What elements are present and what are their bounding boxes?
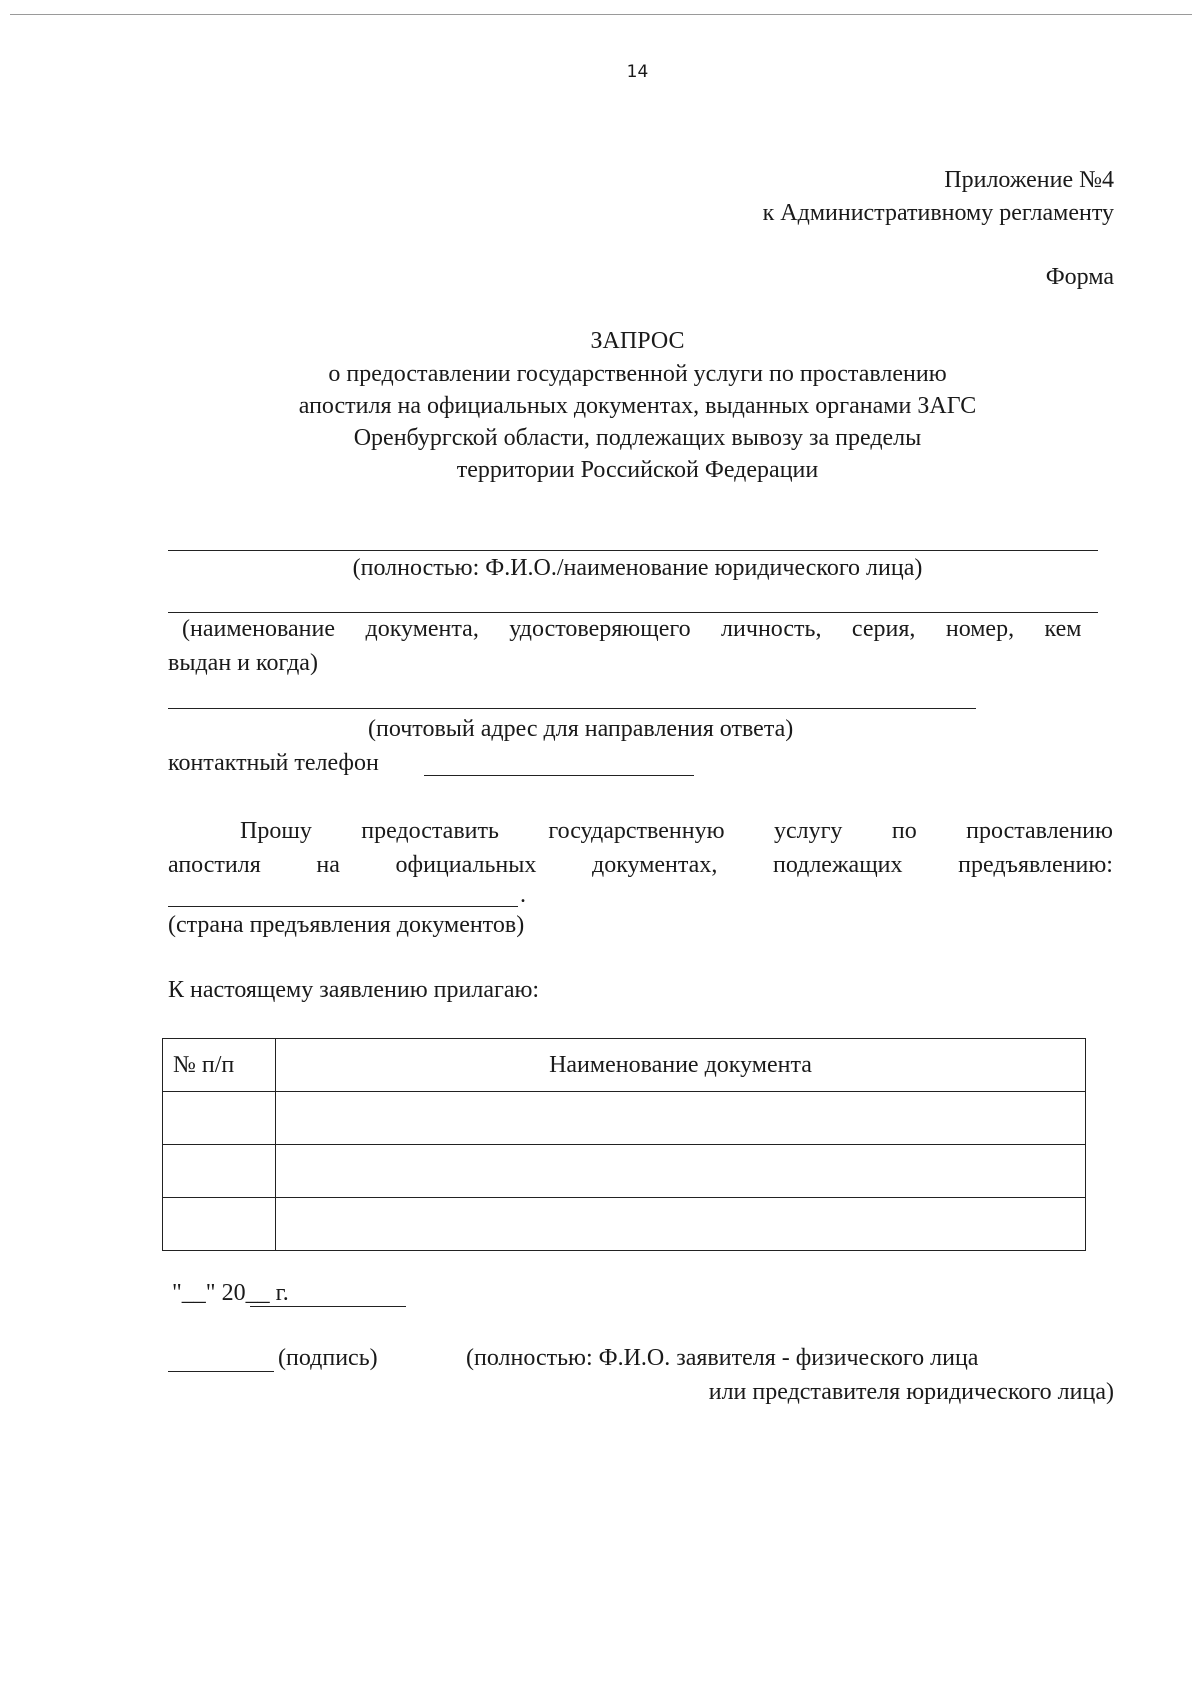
- document-subtitle-line-3: Оренбургской области, подлежащих вывозу за пределы: [353, 425, 922, 451]
- applicant-name-field[interactable]: [168, 550, 1098, 551]
- signer-name-caption-line-2: или представителя юридического лица): [708, 1379, 1114, 1405]
- scan-top-edge: [10, 14, 1192, 15]
- table-cell-document-name[interactable]: [276, 1092, 1086, 1145]
- request-text-line-2: [168, 850, 1113, 880]
- document-subtitle-line-1: о предоставлении государственной услуги по проставлению: [328, 361, 947, 387]
- attachments-label: К настоящему заявлению прилагаю:: [168, 977, 540, 1003]
- contact-phone-field[interactable]: [424, 775, 694, 776]
- id-caption-word: серия,: [851, 616, 916, 642]
- request-word: официальных: [395, 852, 537, 878]
- id-document-field[interactable]: [168, 612, 1098, 613]
- attachments-table: [162, 1038, 1086, 1251]
- id-caption-word: удостоверяющего: [509, 616, 691, 642]
- id-document-caption-line-1: [182, 614, 1112, 644]
- signature-field[interactable]: [168, 1371, 274, 1372]
- id-caption-word: личность,: [721, 616, 822, 642]
- request-word: апостиля: [168, 852, 261, 878]
- postal-address-field[interactable]: [168, 708, 976, 709]
- id-caption-word: номер,: [945, 616, 1015, 642]
- page-number: 14: [626, 62, 649, 82]
- id-caption-word: (наименование: [182, 616, 336, 642]
- date-month-underline: [250, 1306, 406, 1307]
- postal-address-caption: (почтовый адрес для направления ответа): [368, 716, 794, 742]
- id-caption-word: документа,: [365, 616, 479, 642]
- request-word: проставлению: [966, 818, 1113, 844]
- appendix-label: Приложение №4: [944, 167, 1114, 193]
- request-word: на: [316, 852, 340, 878]
- document-title: ЗАПРОС: [590, 328, 685, 354]
- request-word: Прошу: [240, 818, 312, 844]
- request-word: документах,: [592, 852, 718, 878]
- request-word: подлежащих: [772, 852, 903, 878]
- date-field[interactable]: "__" 20__ г.: [172, 1280, 289, 1306]
- country-field[interactable]: [168, 906, 518, 907]
- table-row: [163, 1145, 1086, 1198]
- table-cell-document-name[interactable]: [276, 1145, 1086, 1198]
- document-subtitle-line-2: апостиля на официальных документах, выданных органами ЗАГС: [298, 393, 977, 419]
- column-header-document-name: Наименование документа: [276, 1039, 1086, 1092]
- table-cell-number[interactable]: [163, 1198, 276, 1251]
- request-word: услугу: [773, 818, 843, 844]
- table-header-row: [163, 1039, 1086, 1092]
- signature-caption: (подпись): [278, 1345, 378, 1371]
- country-caption: (страна предъявления документов): [168, 912, 525, 938]
- signer-name-caption-line-1: (полностью: Ф.И.О. заявителя - физического лица: [466, 1345, 979, 1371]
- table-row: [163, 1198, 1086, 1251]
- id-document-caption-line-2: выдан и когда): [168, 650, 318, 676]
- country-field-period: .: [520, 882, 526, 908]
- request-word: предоставить: [361, 818, 499, 844]
- document-subtitle-line-4: территории Российской Федерации: [456, 457, 819, 483]
- table-cell-number[interactable]: [163, 1092, 276, 1145]
- table-row: [163, 1092, 1086, 1145]
- applicant-name-caption: (полностью: Ф.И.О./наименование юридического лица): [352, 555, 923, 581]
- contact-phone-label: контактный телефон: [168, 750, 379, 776]
- request-word: государственную: [548, 818, 725, 844]
- table-cell-number[interactable]: [163, 1145, 276, 1198]
- appendix-reference: к Административному регламенту: [762, 200, 1114, 226]
- request-word: по: [891, 818, 917, 844]
- id-caption-word: кем: [1044, 616, 1082, 642]
- request-word: предъявлению:: [958, 852, 1113, 878]
- table-cell-document-name[interactable]: [276, 1198, 1086, 1251]
- form-label: Форма: [1045, 264, 1114, 290]
- column-header-number: № п/п: [163, 1039, 276, 1092]
- request-text-line-1: [240, 816, 1113, 846]
